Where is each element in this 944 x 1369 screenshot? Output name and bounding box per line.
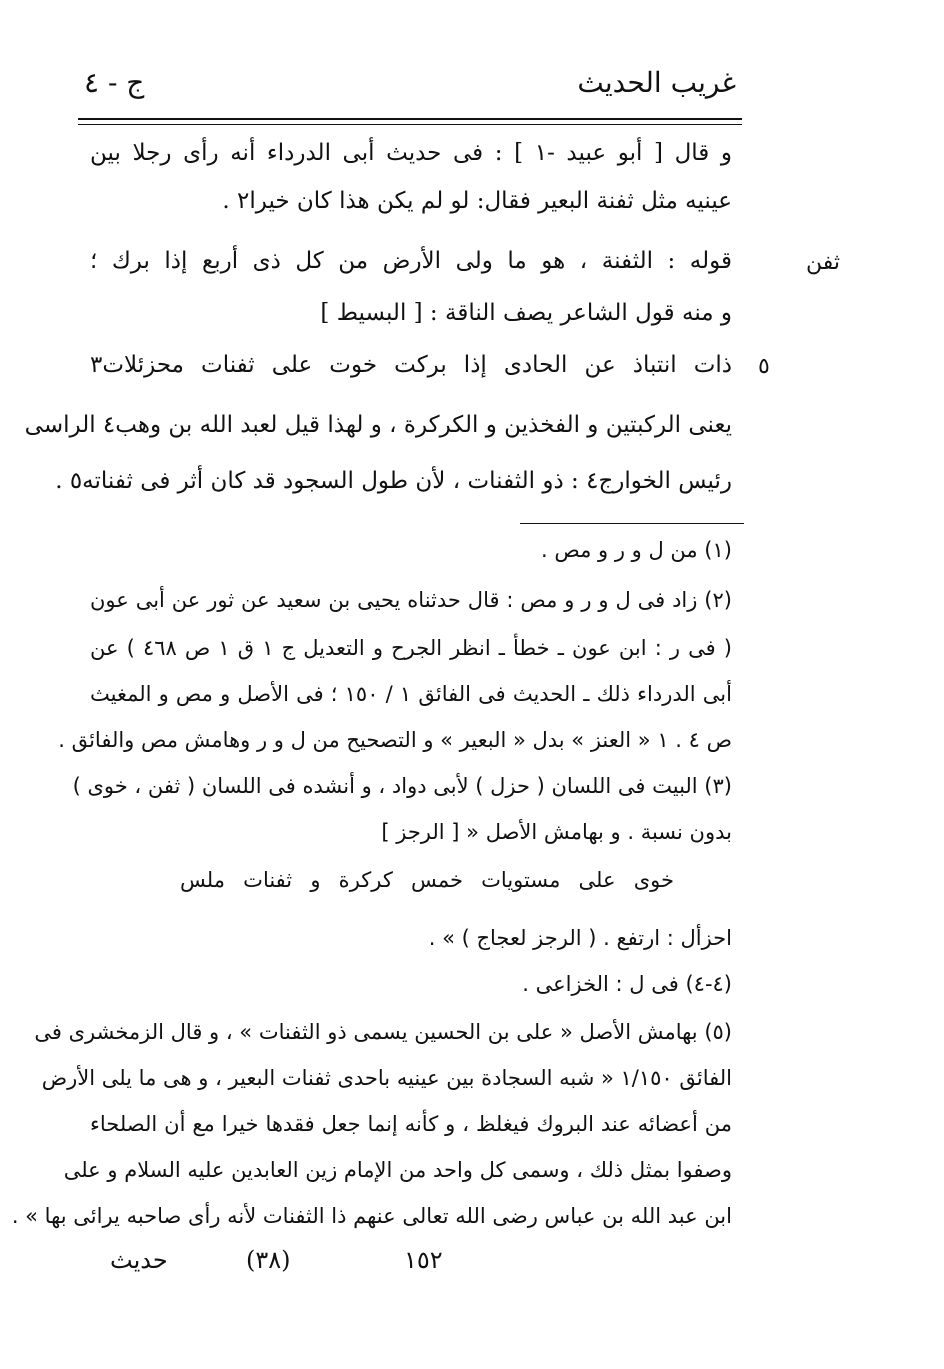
body-line: و منه قول الشاعر يصف الناقة : [ البسيط ] xyxy=(320,300,732,326)
footnote-line: احزأل : ارتفع . ( الرجز لعجاج ) » . xyxy=(428,926,732,950)
body-line: قوله : الثفنة ، هو ما ولى الأرض من كل ذى أربع إذا برك ؛ xyxy=(90,248,732,274)
header-rule-thin xyxy=(78,124,742,125)
footnote-line: (٥) بهامش الأصل « على بن الحسين يسمى ذو الثفنات » ، و قال الزمخشرى فى xyxy=(34,1020,732,1044)
body-line: رئيس الخوارج٤ : ذو الثفنات ، لأن طول السجود قد كان أثر فى ثفناته٥ . xyxy=(55,468,732,494)
footnote-line: (١) من ل و ر و مص . xyxy=(541,538,732,562)
footnote-line: ص ٤ . ١ « العنز » بدل « البعير » و التصحيح من ل و ر وهامش مص والفائق . xyxy=(58,728,732,752)
footnote-line: أبى الدرداء ذلك ـ الحديث فى الفائق ١ / ١٥٠ ؛ فى الأصل و مص و المغيث xyxy=(90,682,732,706)
verse-number: ٥ xyxy=(758,354,770,379)
entry-number: (٣٨) xyxy=(246,1246,291,1274)
body-line: و قال [ أبو عبيد -١ ] : فى حديث أبى الدرداء أنه رأى رجلا بين xyxy=(90,140,732,166)
verse-line: ذات انتباذ عن الحادى إذا بركت خوت على ثفنات محزئلات٣ xyxy=(90,352,732,378)
footnote-line: (٣) البيت فى اللسان ( حزل ) لأبى دواد ، و أنشده فى اللسان ( ثفن ، خوى ) xyxy=(72,774,732,798)
quoted-verse: خوى على مستويات خمس كركرة و ثفنات ملس xyxy=(180,868,674,892)
body-line: عينيه مثل ثفنة البعير فقال: لو لم يكن هذا كان خيرا٢ . xyxy=(222,188,732,214)
page-number: ١٥٢ xyxy=(404,1246,443,1274)
footnote-line: (٢) زاد فى ل و ر و مص : قال حدثناه يحيى بن سعيد عن ثور عن أبى عون xyxy=(90,588,732,612)
volume-label: ج - ٤ xyxy=(84,66,145,99)
header-rule xyxy=(78,118,742,120)
footnote-line: الفائق ١/١٥٠ « شبه السجادة بين عينيه باحدى ثفنات البعير ، و هى ما يلى الأرض xyxy=(41,1066,732,1090)
body-line: يعنى الركبتين و الفخذين و الكركرة ، و لهذا قيل لعبد الله بن وهب٤ الراسى xyxy=(24,412,732,438)
footnote-line: ابن عبد الله بن عباس رضى الله تعالى عنهم ذا الثفنات لأنه رأى صاحبه يرائى بها » . xyxy=(11,1204,732,1228)
footnote-separator xyxy=(520,523,744,524)
footnote-line: وصفوا بمثل ذلك ، وسمى كل واحد من الإمام زين العابدين عليه السلام و على xyxy=(63,1158,732,1182)
footnote-line: بدون نسبة . و بهامش الأصل « [ الرجز ] xyxy=(381,820,732,844)
running-title: غريب الحديث xyxy=(577,66,736,99)
footnote-line: من أعضائه عند البروك فيغلظ ، و كأنه إنما جعل فقدها خيرا مع أن الصلحاء xyxy=(90,1112,732,1136)
footer-label: حديث xyxy=(110,1246,168,1274)
footnote-line: ( فى ر : ابن عون ـ خطأ ـ انظر الجرح و التعديل ج ١ ق ١ ص ٤٦٨ ) عن xyxy=(90,636,732,660)
footnote-line: (٤-٤) فى ل : الخزاعى . xyxy=(522,972,732,996)
margin-keyword: ثفن xyxy=(806,250,840,275)
